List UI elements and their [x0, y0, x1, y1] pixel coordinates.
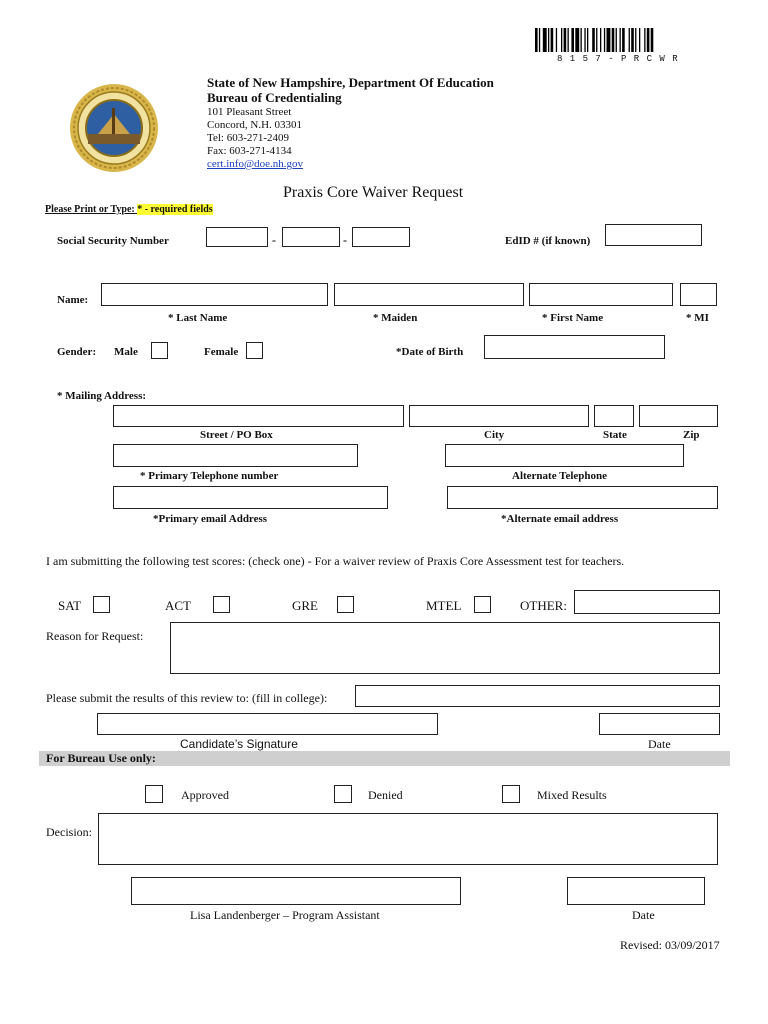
assistant-name-label: Lisa Landenberger – Program Assistant	[190, 908, 380, 922]
gender-label: Gender:	[57, 346, 97, 358]
primary-phone-field[interactable]	[113, 444, 358, 467]
revised-date: Revised: 03/09/2017	[620, 938, 720, 952]
required-fields-note: * - required fields	[137, 204, 213, 215]
city-label: City	[484, 429, 505, 441]
edid-label: EdID # (if known)	[505, 235, 591, 247]
zip-label: Zip	[683, 429, 700, 441]
middle-initial-field[interactable]	[680, 283, 717, 306]
mtel-label: MTEL	[426, 598, 462, 613]
state-seal-icon	[68, 82, 160, 174]
gre-checkbox[interactable]	[337, 596, 354, 613]
other-field[interactable]	[574, 590, 720, 614]
state-field[interactable]	[594, 405, 634, 427]
edid-field[interactable]	[605, 224, 702, 246]
bureau-date-label: Date	[632, 908, 655, 922]
college-field[interactable]	[355, 685, 720, 707]
ssn-separator-1: -	[272, 233, 276, 247]
signature-date-label: Date	[648, 737, 671, 751]
bureau-date-field[interactable]	[567, 877, 705, 905]
middle-initial-label: * MI	[686, 312, 709, 324]
decision-field[interactable]	[98, 813, 718, 865]
first-name-field[interactable]	[529, 283, 673, 306]
barcode-bars	[535, 28, 705, 52]
dob-label: *Date of Birth	[396, 346, 464, 358]
maiden-name-field[interactable]	[334, 283, 524, 306]
scores-statement: I am submitting the following test scores: (check one) - For a waiver review of Praxis Core Assessment test for teachers.	[46, 554, 625, 568]
mixed-results-label: Mixed Results	[537, 788, 607, 802]
approved-checkbox[interactable]	[145, 785, 163, 803]
dob-field[interactable]	[484, 335, 665, 359]
sat-checkbox[interactable]	[93, 596, 110, 613]
bureau-name: Bureau of Credentialing	[207, 90, 342, 105]
mixed-results-checkbox[interactable]	[502, 785, 520, 803]
state-label: State	[603, 429, 627, 441]
alternate-phone-field[interactable]	[445, 444, 684, 467]
primary-phone-label: * Primary Telephone number	[140, 470, 279, 482]
name-label: Name:	[57, 294, 89, 306]
decision-label: Decision:	[46, 825, 92, 839]
ssn-label: Social Security Number	[57, 235, 169, 247]
ssn-field-3[interactable]	[352, 227, 410, 247]
assistant-signature-field[interactable]	[131, 877, 461, 905]
alternate-email-label: *Alternate email address	[501, 513, 619, 525]
submit-results-label: Please submit the results of this review to: (fill in college):	[46, 691, 328, 705]
act-checkbox[interactable]	[213, 596, 230, 613]
instructions-prefix: Please Print or Type:	[45, 204, 138, 215]
mailing-address-label: * Mailing Address:	[57, 390, 147, 402]
zip-field[interactable]	[639, 405, 718, 427]
address-street: 101 Pleasant Street	[207, 106, 292, 118]
other-label: OTHER:	[520, 598, 567, 613]
female-label: Female	[204, 346, 239, 358]
reason-label: Reason for Request:	[46, 629, 144, 643]
address-city: Concord, N.H. 03301	[207, 119, 303, 131]
primary-email-field[interactable]	[113, 486, 388, 509]
male-checkbox[interactable]	[151, 342, 168, 359]
act-label: ACT	[165, 598, 191, 613]
city-field[interactable]	[409, 405, 589, 427]
candidate-signature-field[interactable]	[97, 713, 438, 735]
approved-label: Approved	[181, 788, 229, 802]
bureau-use-label: For Bureau Use only:	[46, 751, 156, 765]
denied-label: Denied	[368, 788, 403, 802]
reason-field[interactable]	[170, 622, 720, 674]
primary-email-label: *Primary email Address	[153, 513, 268, 525]
instructions	[45, 204, 213, 215]
denied-checkbox[interactable]	[334, 785, 352, 803]
sat-label: SAT	[58, 598, 82, 613]
form-title: Praxis Core Waiver Request	[283, 184, 464, 201]
female-checkbox[interactable]	[246, 342, 263, 359]
street-field[interactable]	[113, 405, 404, 427]
ssn-field-1[interactable]	[206, 227, 268, 247]
signature-date-field[interactable]	[599, 713, 720, 735]
last-name-label: * Last Name	[168, 312, 228, 324]
male-label: Male	[114, 346, 138, 358]
maiden-name-label: * Maiden	[373, 312, 418, 324]
org-name: State of New Hampshire, Department Of Education	[207, 75, 494, 90]
last-name-field[interactable]	[101, 283, 328, 306]
alternate-email-field[interactable]	[447, 486, 718, 509]
barcode	[535, 28, 705, 52]
street-label: Street / PO Box	[200, 429, 273, 441]
phone-number: Tel: 603-271-2409	[207, 132, 290, 144]
contact-email-link[interactable]: cert.info@doe.nh.gov	[207, 158, 303, 170]
fax-number: Fax: 603-271-4134	[207, 145, 292, 157]
ssn-field-2[interactable]	[282, 227, 340, 247]
alternate-phone-label: Alternate Telephone	[512, 470, 608, 482]
candidate-signature-label: Candidate’s Signature	[180, 737, 298, 751]
barcode-text: 8 1 5 7 - P R C W R	[557, 54, 679, 64]
ssn-separator-2: -	[343, 233, 347, 247]
mtel-checkbox[interactable]	[474, 596, 491, 613]
first-name-label: * First Name	[542, 312, 604, 324]
gre-label: GRE	[292, 598, 318, 613]
